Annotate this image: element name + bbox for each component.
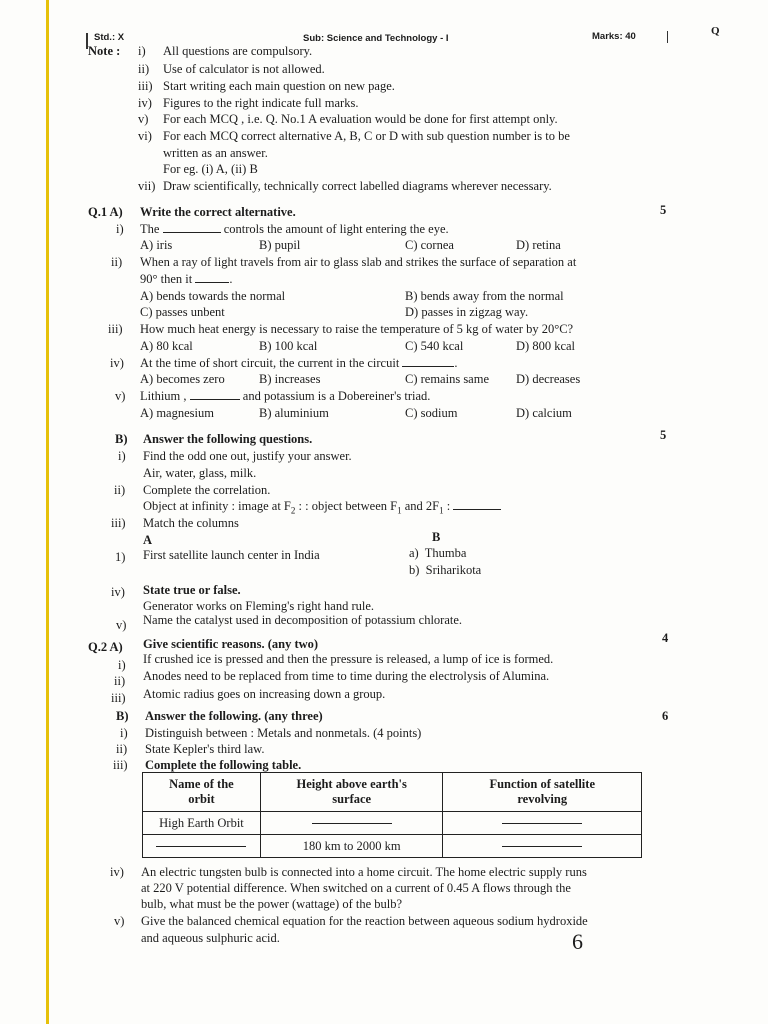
question-text: Find the odd one out, justify your answer. [143,449,352,463]
note-text: Use of calculator is not allowed. [163,62,325,76]
option-b: B) increases [259,372,321,386]
note-num: i) [138,44,146,58]
question-text: Generator works on Fleming's right hand rule. [143,599,375,613]
item-number: v) [115,389,126,403]
note-text: Figures to the right indicate full marks. [163,96,359,110]
satellite-orbit-table [142,772,642,858]
page-edge-strip [46,0,49,1024]
cell-blank [143,835,261,858]
item-number: v) [114,914,125,928]
option-d: D) passes in zigzag way. [405,305,529,319]
question-label: B) [115,432,128,446]
question-text: Name the catalyst used in decomposition of potassium chlorate. [143,613,463,627]
item-number: i) [118,658,126,672]
option-c: C) remains same [405,372,490,386]
answer-blank [402,356,454,367]
correlation-text: Object at infinity : image at $F_2$ : : object between $F_1$ and $2F_1$ : [143,499,501,519]
section-heading: Write the correct alternative. [140,205,296,219]
answer-blank [453,499,501,510]
question-text: State true or false. [143,583,241,597]
cell-blank [260,812,443,835]
note-text: Start writing each main question on new page. [163,79,395,93]
item-number: iv) [110,356,124,370]
option-d: D) retina [516,238,561,252]
note-label: Note : [88,44,121,58]
section-marks: 4 [662,631,669,645]
item-number: i) [120,726,128,740]
note-num: iv) [138,96,152,110]
note-num: vi) [138,129,152,143]
question-text: Match the columns [143,516,239,530]
subject-title: Sub: Science and Technology - I [303,33,449,44]
table-row [143,812,642,835]
item-number: iii) [108,322,123,336]
question-text: If crushed ice is pressed and then the pressure is released, a lump of ice is formed. [143,652,554,666]
question-text: When a ray of light travels from air to glass slab and strikes the surface of separation at [140,255,577,269]
question-text: Complete the following table. [145,758,302,772]
note-text: For each MCQ correct alternative A, B, C or D with sub question number is to be [163,129,570,143]
cell-blank [443,835,642,858]
question-text: The controls the amount of light entering the eye. [140,222,449,236]
match-right-item: a) Thumba [409,546,467,560]
option-b: B) bends away from the normal [405,289,564,303]
item-number: ii) [114,483,126,497]
match-right-item: b) Sriharikota [409,563,482,577]
question-text: An electric tungsten bulb is connected into a home circuit. The home electric supply runs [141,865,587,879]
question-text: at 220 V potential difference. When switched on a current of 0.45 A flows through the [141,881,571,895]
standard-label: Std.: X [94,32,125,43]
option-c: C) 540 kcal [405,339,464,353]
item-number: 1) [115,550,126,564]
option-a: A) becomes zero [140,372,225,386]
note-text: All questions are compulsory. [163,44,313,58]
note-text: For each MCQ , i.e. Q. No.1 A evaluation would be done for first attempt only. [163,112,558,126]
question-label: B) [116,709,129,723]
section-heading: Give scientific reasons. (any two) [143,637,319,651]
item-number: iii) [111,516,126,530]
item-number: iii) [113,758,128,772]
cell-blank [443,812,642,835]
question-text: State Kepler's third law. [145,742,265,756]
answer-blank [190,389,240,400]
item-number: iv) [110,865,124,879]
option-d: D) decreases [516,372,581,386]
cell-height: 180 km to 2000 km [260,835,443,858]
header-height: Height above earth's surface [260,773,443,812]
question-text: bulb, what must be the power (wattage) of the bulb? [141,897,403,911]
question-text: Give the balanced chemical equation for the reaction between aqueous sodium hydroxide [141,914,588,928]
margin-tick [667,31,668,43]
option-b: B) 100 kcal [259,339,318,353]
question-text: Lithium , and potassium is a Dobereiner's triad. [140,389,431,403]
total-marks: Marks: 40 [592,31,636,42]
section-marks: 5 [660,203,667,217]
option-a: A) magnesium [140,406,214,420]
answer-blank [195,272,229,283]
section-heading: Answer the following. (any three) [145,709,323,723]
match-left-item: First satellite launch center in India [143,548,320,562]
section-marks: 5 [660,428,667,442]
option-c: C) sodium [405,406,458,420]
option-a: A) bends towards the normal [140,289,286,303]
item-number: ii) [111,255,123,269]
note-num: v) [138,112,149,126]
question-text: How much heat energy is necessary to raise the temperature of 5 kg of water by 20°C? [140,322,574,336]
item-number: ii) [116,742,128,756]
option-b: B) aluminium [259,406,329,420]
item-number: iv) [111,585,125,599]
header-orbit-name: Name of the orbit [143,773,261,812]
item-number: iii) [111,691,126,705]
question-label: Q.2 A) [88,640,123,654]
column-a-header: A [143,533,153,547]
note-num: vii) [138,179,156,193]
option-a: A) iris [140,238,173,252]
option-d: D) 800 kcal [516,339,576,353]
note-text: For eg. (i) A, (ii) B [163,162,258,176]
section-heading: Answer the following questions. [143,432,313,446]
corner-letter: Q [711,25,720,37]
note-num: ii) [138,62,150,76]
header-function: Function of satellite revolving [443,773,642,812]
question-text: At the time of short circuit, the current in the circuit . [140,356,458,370]
note-text: written as an answer. [163,146,268,160]
question-label: Q.1 A) [88,205,123,219]
item-number: i) [116,222,124,236]
question-text: and aqueous sulphuric acid. [141,931,280,945]
item-number: ii) [114,674,126,688]
item-number: v) [116,618,127,632]
question-text: Atomic radius goes on increasing down a group. [143,687,386,701]
cell-orbit-name: High Earth Orbit [143,812,261,835]
option-c: C) cornea [405,238,454,252]
section-marks: 6 [662,709,669,723]
table-header-row [143,773,642,812]
note-text: Draw scientifically, technically correct labelled diagrams wherever necessary. [163,179,552,193]
page-number: 6 [572,929,583,954]
question-text: Distinguish between : Metals and nonmetals. (4 points) [145,726,422,740]
option-d: D) calcium [516,406,572,420]
item-number: i) [118,449,126,463]
column-b-header: B [432,530,441,544]
question-text: Air, water, glass, milk. [143,466,257,480]
option-a: A) 80 kcal [140,339,193,353]
answer-blank [163,222,221,233]
question-text: 90° then it . [140,272,233,286]
option-b: B) pupil [259,238,301,252]
question-text: Complete the correlation. [143,483,271,497]
option-c: C) passes unbent [140,305,225,319]
table-row [143,835,642,858]
note-num: iii) [138,79,153,93]
question-text: Anodes need to be replaced from time to time during the electrolysis of Alumina. [143,669,550,683]
